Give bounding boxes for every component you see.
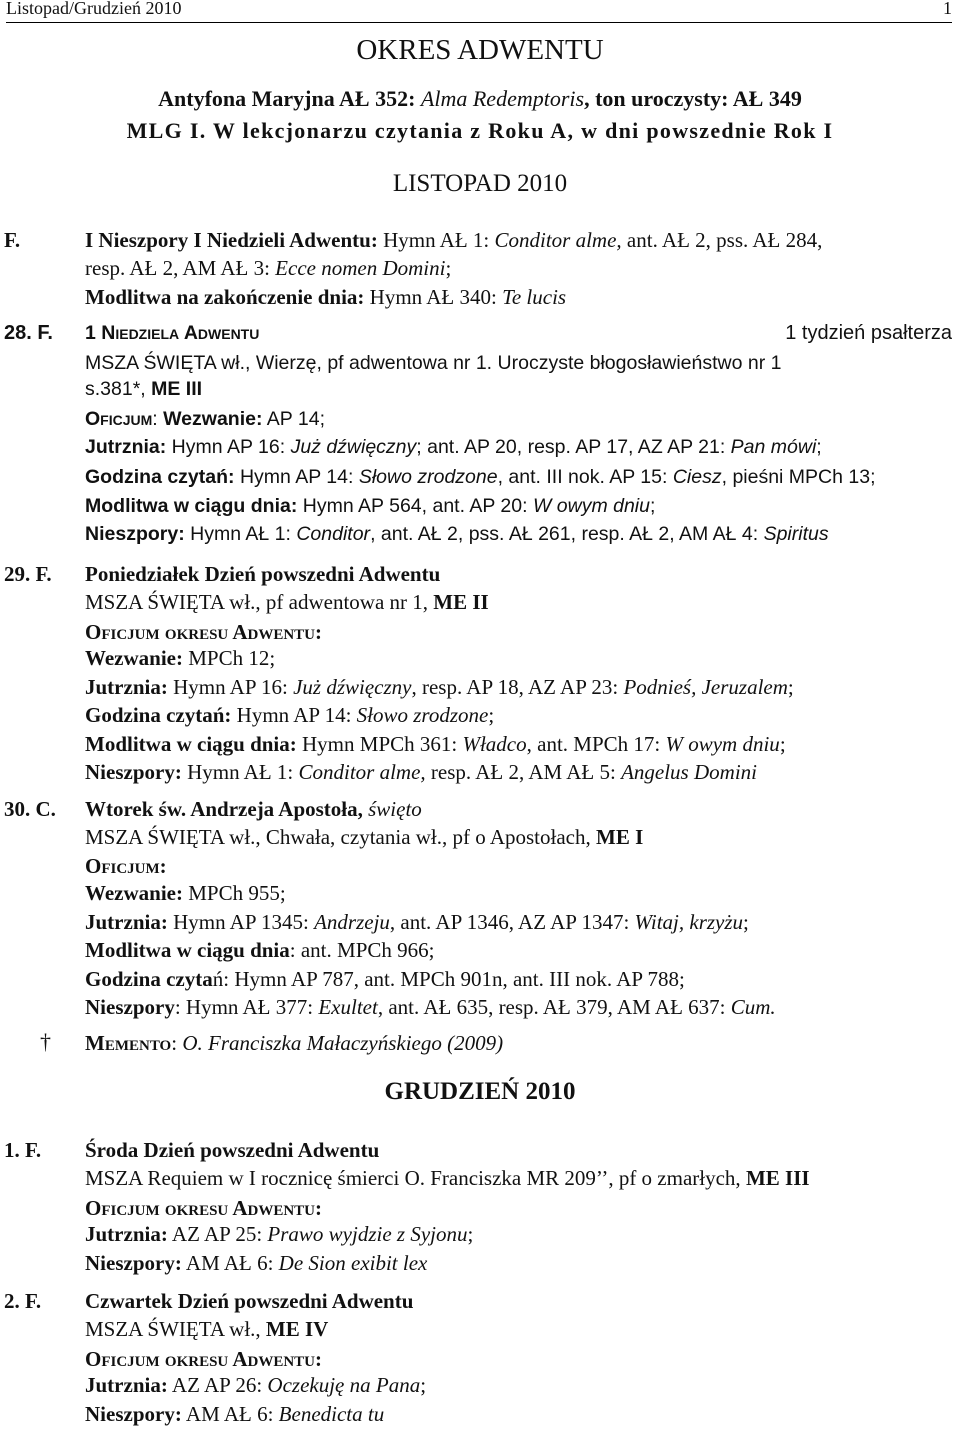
office-line: Oficjum okresu Adwentu: — [85, 1196, 323, 1220]
mass-line: MSZA ŚWIĘTA wł., pf adwentowa nr 1, ME II — [85, 590, 489, 614]
vespers-line: Nieszpory: AM AŁ 6: De Sion exibit lex — [85, 1251, 428, 1275]
readings-line: Godzina czytań: Hymn AP 14: Słowo zrodzone; — [85, 703, 495, 727]
vespers-line: Nieszpory: Hymn AŁ 377: Exultet, ant. AŁ 635, resp. AŁ 379, AM AŁ 637: Cum. — [85, 995, 776, 1019]
month-heading-listopad: LISTOPAD 2010 — [392, 170, 568, 197]
vespers-line: Nieszpory: Hymn AŁ 1: Conditor, ant. AŁ 2, pss. AŁ 261, resp. AŁ 2, AM AŁ 4: Spiritus — [85, 523, 829, 545]
cross-icon: † — [40, 1029, 51, 1054]
office-line: Oficjum: Wezwanie: AP 14; — [85, 408, 325, 430]
page-number: 1 — [943, 0, 952, 18]
mass-line: MSZA ŚWIĘTA wł., Chwała, czytania wł., pf o Apostołach, ME I — [85, 825, 644, 849]
entry-day-code: F. — [4, 228, 21, 252]
entry-line: I Nieszpory I Niedzieli Adwentu: Hymn AŁ 1: Conditor alme, ant. AŁ 2, pss. AŁ 284, — [85, 228, 823, 252]
antyfona-line: Antyfona Maryjna AŁ 352: Alma Redemptoris, ton uroczysty: AŁ 349 — [158, 86, 802, 111]
office-line: Oficjum okresu Adwentu: — [85, 620, 323, 644]
entry-date: 1. F. — [4, 1138, 42, 1162]
entry-date: 30. C. — [4, 797, 56, 821]
lectionary-note: MLG I. W lekcjonarzu czytania z Roku A, w dni powszednie Rok I — [126, 118, 834, 143]
office-line: Oficjum: — [85, 854, 167, 878]
page-title: OKRES ADWENTU — [356, 34, 604, 66]
header-date-range: Listopad/Grudzień 2010 — [6, 0, 182, 18]
entry-title: Czwartek Dzień powszedni Adwentu — [85, 1289, 414, 1313]
lauds-line: Jutrznia: Hymn AP 1345: Andrzeju, ant. AP 1346, AZ AP 1347: Witaj, krzyżu; — [85, 910, 749, 934]
entry-title: Poniedziałek Dzień powszedni Adwentu — [85, 562, 441, 586]
daytime-prayer-line: Modlitwa w ciągu dnia: ant. MPCh 966; — [85, 938, 435, 962]
entry-line: Modlitwa na zakończenie dnia: Hymn AŁ 340: Te lucis — [85, 285, 567, 309]
mass-line: MSZA ŚWIĘTA wł., Wierzę, pf adwentowa nr 1. Uroczyste błogosławieństwo nr 1 — [85, 352, 782, 374]
vespers-line: Nieszpory: Hymn AŁ 1: Conditor alme, resp. AŁ 2, AM AŁ 5: Angelus Domini — [85, 760, 757, 784]
readings-line: Godzina czytań: Hymn AP 787, ant. MPCh 901n, ant. III nok. AP 788; — [85, 967, 685, 991]
entry-date: 28. F. — [4, 322, 53, 344]
mass-line: MSZA Requiem w I rocznicę śmierci O. Franciszka MR 209’’, pf o zmarłych, ME III — [85, 1166, 810, 1190]
lauds-line: Jutrznia: AZ AP 25: Prawo wyjdzie z Syjonu; — [85, 1222, 474, 1246]
entry-date: 29. F. — [4, 562, 52, 586]
entry-title: Wtorek św. Andrzeja Apostoła, święto — [85, 797, 422, 821]
memento-line: Memento: O. Franciszka Małaczyńskiego (2009) — [85, 1031, 504, 1055]
mass-line-cont: s.381*, ME III — [85, 378, 203, 400]
invitatory-line: Wezwanie: MPCh 12; — [85, 646, 276, 670]
mass-line: MSZA ŚWIĘTA wł., ME IV — [85, 1317, 329, 1341]
lauds-line: Jutrznia: Hymn AP 16: Już dźwięczny, resp. AP 18, AZ AP 23: Podnieś, Jeruzalem; — [85, 675, 794, 699]
entry-title: 1 Niedziela Adwentu — [85, 322, 260, 344]
daytime-prayer-line: Modlitwa w ciągu dnia: Hymn MPCh 361: Władco, ant. MPCh 17: W owym dniu; — [85, 732, 786, 756]
readings-line: Godzina czytań: Hymn AP 14: Słowo zrodzone, ant. III nok. AP 15: Ciesz, pieśni MPCh 13; — [85, 466, 876, 488]
lauds-line: Jutrznia: Hymn AP 16: Już dźwięczny; ant. AP 20, resp. AP 17, AZ AP 21: Pan mówi; — [85, 436, 822, 458]
entry-title: Środa Dzień powszedni Adwentu — [85, 1138, 380, 1162]
month-heading-grudzien: GRUDZIEŃ 2010 — [384, 1078, 576, 1105]
page-header — [6, 0, 952, 23]
vespers-line: Nieszpory: AM AŁ 6: Benedicta tu — [85, 1402, 385, 1426]
entry-date: 2. F. — [4, 1289, 42, 1313]
psalter-week: 1 tydzień psałterza — [785, 322, 952, 344]
entry-line: resp. AŁ 2, AM AŁ 3: Ecce nomen Domini; — [85, 256, 452, 280]
invitatory-line: Wezwanie: MPCh 955; — [85, 881, 286, 905]
lauds-line: Jutrznia: AZ AP 26: Oczekuję na Pana; — [85, 1373, 427, 1397]
office-line: Oficjum okresu Adwentu: — [85, 1347, 323, 1371]
daytime-prayer-line: Modlitwa w ciągu dnia: Hymn AP 564, ant. AP 20: W owym dniu; — [85, 495, 656, 517]
